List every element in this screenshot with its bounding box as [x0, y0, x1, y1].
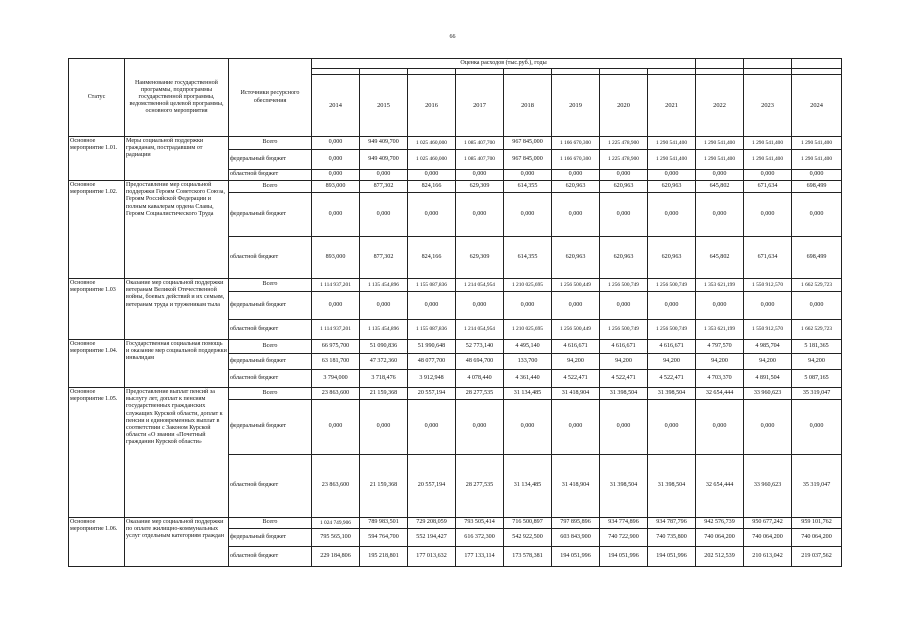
- table-row: [69, 137, 842, 150]
- year-header: 2015: [360, 75, 408, 137]
- value-cell: 177 133,114: [456, 547, 504, 567]
- source-cell: областной бюджет: [229, 320, 312, 340]
- value-cell: 194 051,996: [600, 547, 648, 567]
- value-cell: 4 495,140: [504, 340, 552, 354]
- value-cell: 1 256 500,749: [648, 279, 696, 292]
- value-cell: 0,000: [648, 400, 696, 455]
- value-cell: 620,963: [648, 181, 696, 193]
- value-cell: 1 290 541,400: [744, 150, 792, 170]
- value-cell: 1 114 937,201: [312, 279, 360, 292]
- source-cell: областной бюджет: [229, 237, 312, 279]
- year-header: 2017: [456, 75, 504, 137]
- value-cell: 47 372,360: [360, 354, 408, 370]
- year-header: 2020: [600, 75, 648, 137]
- value-cell: 740 064,200: [792, 529, 842, 547]
- source-cell: областной бюджет: [229, 455, 312, 518]
- value-cell: 1 290 541,400: [648, 150, 696, 170]
- value-cell: 0,000: [552, 170, 600, 181]
- value-cell: 52 773,140: [456, 340, 504, 354]
- value-cell: 1 662 529,723: [792, 279, 842, 292]
- value-cell: 0,000: [792, 170, 842, 181]
- value-cell: 824,166: [408, 181, 456, 193]
- value-cell: 202 512,539: [696, 547, 744, 567]
- value-cell: 23 863,600: [312, 455, 360, 518]
- value-cell: 797 895,896: [552, 518, 600, 529]
- value-cell: 195 218,801: [360, 547, 408, 567]
- value-cell: 1 214 054,954: [456, 320, 504, 340]
- value-cell: 934 774,896: [600, 518, 648, 529]
- source-cell: Всего: [229, 279, 312, 292]
- value-cell: 0,000: [312, 193, 360, 237]
- value-cell: 194 051,996: [648, 547, 696, 567]
- value-cell: 21 159,368: [360, 455, 408, 518]
- value-cell: 0,000: [408, 400, 456, 455]
- source-cell: Всего: [229, 340, 312, 354]
- value-cell: 542 922,500: [504, 529, 552, 547]
- year-header: 2014: [312, 75, 360, 137]
- value-cell: 4 078,440: [456, 370, 504, 388]
- value-cell: 94,200: [744, 354, 792, 370]
- value-cell: 0,000: [648, 292, 696, 320]
- value-cell: 1 256 500,749: [600, 279, 648, 292]
- value-cell: 671,634: [744, 237, 792, 279]
- value-cell: 31 398,504: [648, 455, 696, 518]
- value-cell: 1 025 460,000: [408, 137, 456, 150]
- activity-name-cell: Государственная социальная помощь и оказание мер социальной поддержки инвалидам: [125, 340, 229, 388]
- value-cell: 0,000: [456, 170, 504, 181]
- value-cell: 4 797,570: [696, 340, 744, 354]
- value-cell: 0,000: [552, 292, 600, 320]
- value-cell: 1 256 500,749: [648, 320, 696, 340]
- value-cell: 0,000: [792, 193, 842, 237]
- status-cell: Основное мероприятие 1.06.: [69, 518, 125, 567]
- value-cell: 1 550 912,570: [744, 279, 792, 292]
- value-cell: 552 194,427: [408, 529, 456, 547]
- value-cell: 4 522,471: [552, 370, 600, 388]
- table-row: [69, 181, 842, 193]
- source-cell: федеральный бюджет: [229, 292, 312, 320]
- value-cell: 4 891,504: [744, 370, 792, 388]
- value-cell: 793 505,414: [456, 518, 504, 529]
- value-cell: 795 565,100: [312, 529, 360, 547]
- value-cell: 594 764,700: [360, 529, 408, 547]
- source-cell: областной бюджет: [229, 547, 312, 567]
- value-cell: 20 557,194: [408, 388, 456, 400]
- value-cell: 31 418,904: [552, 388, 600, 400]
- value-cell: 620,963: [648, 237, 696, 279]
- value-cell: 0,000: [552, 400, 600, 455]
- value-cell: 0,000: [504, 170, 552, 181]
- value-cell: 51 990,648: [408, 340, 456, 354]
- value-cell: 620,963: [600, 181, 648, 193]
- value-cell: 94,200: [648, 354, 696, 370]
- value-cell: 0,000: [312, 400, 360, 455]
- source-cell: федеральный бюджет: [229, 529, 312, 547]
- value-cell: 967 845,000: [504, 137, 552, 150]
- year-header: 2022: [696, 75, 744, 137]
- value-cell: 5 087,165: [792, 370, 842, 388]
- value-cell: 31 398,504: [600, 455, 648, 518]
- source-cell: федеральный бюджет: [229, 354, 312, 370]
- value-cell: 950 677,242: [744, 518, 792, 529]
- value-cell: 0,000: [504, 400, 552, 455]
- status-cell: Основное мероприятие 1.05.: [69, 388, 125, 518]
- value-cell: 620,963: [600, 237, 648, 279]
- value-cell: 959 101,762: [792, 518, 842, 529]
- value-cell: 0,000: [696, 170, 744, 181]
- header-blank: [744, 59, 792, 69]
- value-cell: 20 557,194: [408, 455, 456, 518]
- value-cell: 698,499: [792, 237, 842, 279]
- value-cell: 48 077,700: [408, 354, 456, 370]
- value-cell: 0,000: [744, 400, 792, 455]
- source-cell: областной бюджет: [229, 370, 312, 388]
- year-header: 2023: [744, 75, 792, 137]
- value-cell: 94,200: [552, 354, 600, 370]
- value-cell: 0,000: [504, 292, 552, 320]
- budget-table: [68, 58, 842, 567]
- value-cell: 934 787,796: [648, 518, 696, 529]
- value-cell: 0,000: [552, 193, 600, 237]
- header-name: Наименование государственной программы, подпрограммы государственной программы, ведомственной целевой программы, основного мероприятия: [125, 59, 229, 137]
- header-source: Источники ресурсного обеспечения: [229, 59, 312, 137]
- value-cell: 31 134,485: [504, 455, 552, 518]
- value-cell: 4 616,671: [600, 340, 648, 354]
- value-cell: 0,000: [408, 170, 456, 181]
- value-cell: 1 225 478,900: [600, 137, 648, 150]
- table-row: [69, 340, 842, 354]
- table-row: [69, 388, 842, 400]
- page-number: 66: [449, 34, 456, 40]
- status-cell: Основное мероприятие 1.04.: [69, 340, 125, 388]
- value-cell: 1 025 460,000: [408, 150, 456, 170]
- value-cell: 94,200: [600, 354, 648, 370]
- value-cell: 1 225 478,900: [600, 150, 648, 170]
- value-cell: 210 613,042: [744, 547, 792, 567]
- value-cell: 0,000: [792, 400, 842, 455]
- value-cell: 3 718,476: [360, 370, 408, 388]
- value-cell: 603 843,900: [552, 529, 600, 547]
- value-cell: 33 960,623: [744, 455, 792, 518]
- source-cell: областной бюджет: [229, 170, 312, 181]
- value-cell: 740 064,200: [744, 529, 792, 547]
- value-cell: 1 290 541,400: [744, 137, 792, 150]
- value-cell: 1 353 621,199: [696, 320, 744, 340]
- value-cell: 4 616,671: [648, 340, 696, 354]
- value-cell: 1 290 541,400: [792, 137, 842, 150]
- value-cell: 0,000: [600, 400, 648, 455]
- year-header: 2019: [552, 75, 600, 137]
- value-cell: 173 578,381: [504, 547, 552, 567]
- value-cell: 48 694,700: [456, 354, 504, 370]
- value-cell: 229 184,806: [312, 547, 360, 567]
- value-cell: 620,963: [552, 181, 600, 193]
- value-cell: 1 290 541,400: [792, 150, 842, 170]
- activity-name-cell: Предоставление мер социальной поддержки Героям Советского Союза, Героям Российской Федерации и полным кавалерам ордена Славы, Героям Социалистического Труда: [125, 181, 229, 279]
- value-cell: 35 319,047: [792, 388, 842, 400]
- value-cell: 0,000: [312, 150, 360, 170]
- value-cell: 0,000: [744, 170, 792, 181]
- value-cell: 789 983,501: [360, 518, 408, 529]
- header-estimate: Оценка расходов (тыс.руб.), годы: [312, 59, 696, 69]
- value-cell: 1 166 670,300: [552, 150, 600, 170]
- value-cell: 51 090,836: [360, 340, 408, 354]
- value-cell: 4 522,471: [600, 370, 648, 388]
- value-cell: 35 319,047: [792, 455, 842, 518]
- value-cell: 0,000: [360, 292, 408, 320]
- value-cell: 877,302: [360, 237, 408, 279]
- value-cell: 893,000: [312, 237, 360, 279]
- value-cell: 614,355: [504, 181, 552, 193]
- value-cell: 1 662 529,723: [792, 320, 842, 340]
- value-cell: 1 256 500,449: [552, 279, 600, 292]
- value-cell: 0,000: [408, 193, 456, 237]
- value-cell: 1 135 454,896: [360, 320, 408, 340]
- value-cell: 3 912,948: [408, 370, 456, 388]
- value-cell: 1 210 025,695: [504, 320, 552, 340]
- value-cell: 671,634: [744, 181, 792, 193]
- year-header: 2016: [408, 75, 456, 137]
- value-cell: 4 703,370: [696, 370, 744, 388]
- value-cell: 31 418,904: [552, 455, 600, 518]
- value-cell: 219 037,562: [792, 547, 842, 567]
- value-cell: 33 960,623: [744, 388, 792, 400]
- value-cell: 1 085 407,700: [456, 137, 504, 150]
- value-cell: 0,000: [504, 193, 552, 237]
- value-cell: 1 353 621,199: [696, 279, 744, 292]
- value-cell: 0,000: [312, 137, 360, 150]
- value-cell: 0,000: [744, 193, 792, 237]
- value-cell: 1 256 500,749: [600, 320, 648, 340]
- value-cell: 94,200: [792, 354, 842, 370]
- year-header: 2021: [648, 75, 696, 137]
- value-cell: 0,000: [456, 400, 504, 455]
- value-cell: 645,802: [696, 181, 744, 193]
- value-cell: 32 654,444: [696, 388, 744, 400]
- value-cell: 0,000: [648, 170, 696, 181]
- value-cell: 1 210 025,695: [504, 279, 552, 292]
- value-cell: 1 085 407,700: [456, 150, 504, 170]
- header-blank: [792, 59, 842, 69]
- value-cell: 0,000: [600, 292, 648, 320]
- source-cell: Всего: [229, 181, 312, 193]
- value-cell: 1 550 912,570: [744, 320, 792, 340]
- value-cell: 1 155 087,836: [408, 320, 456, 340]
- activity-name-cell: Меры социальной поддержки гражданам, пострадавшим от радиации: [125, 137, 229, 181]
- value-cell: 4 985,704: [744, 340, 792, 354]
- value-cell: 824,166: [408, 237, 456, 279]
- value-cell: 0,000: [456, 193, 504, 237]
- value-cell: 66 975,700: [312, 340, 360, 354]
- value-cell: 967 845,000: [504, 150, 552, 170]
- source-cell: Всего: [229, 518, 312, 529]
- value-cell: 4 616,671: [552, 340, 600, 354]
- value-cell: 729 208,059: [408, 518, 456, 529]
- value-cell: 0,000: [600, 170, 648, 181]
- value-cell: 0,000: [696, 193, 744, 237]
- source-cell: федеральный бюджет: [229, 193, 312, 237]
- value-cell: 0,000: [360, 400, 408, 455]
- value-cell: 942 576,739: [696, 518, 744, 529]
- value-cell: 133,700: [504, 354, 552, 370]
- value-cell: 616 372,300: [456, 529, 504, 547]
- value-cell: 949 409,700: [360, 150, 408, 170]
- value-cell: 740 064,200: [696, 529, 744, 547]
- value-cell: 1 214 054,954: [456, 279, 504, 292]
- value-cell: 0,000: [408, 292, 456, 320]
- value-cell: 0,000: [360, 170, 408, 181]
- value-cell: 1 290 541,400: [696, 150, 744, 170]
- value-cell: 194 051,996: [552, 547, 600, 567]
- value-cell: 893,000: [312, 181, 360, 193]
- value-cell: 698,499: [792, 181, 842, 193]
- value-cell: 0,000: [696, 292, 744, 320]
- value-cell: 63 181,700: [312, 354, 360, 370]
- value-cell: 740 735,800: [648, 529, 696, 547]
- value-cell: 5 181,365: [792, 340, 842, 354]
- value-cell: 0,000: [360, 193, 408, 237]
- year-header: 2024: [792, 75, 842, 137]
- table-row: [69, 518, 842, 529]
- value-cell: 1 290 541,400: [648, 137, 696, 150]
- source-cell: федеральный бюджет: [229, 150, 312, 170]
- value-cell: 740 722,900: [600, 529, 648, 547]
- value-cell: 177 013,632: [408, 547, 456, 567]
- value-cell: 1 166 670,300: [552, 137, 600, 150]
- value-cell: 0,000: [648, 193, 696, 237]
- value-cell: 1 135 454,896: [360, 279, 408, 292]
- value-cell: 645,802: [696, 237, 744, 279]
- value-cell: 0,000: [600, 193, 648, 237]
- source-cell: федеральный бюджет: [229, 400, 312, 455]
- value-cell: 877,302: [360, 181, 408, 193]
- value-cell: 31 398,504: [648, 388, 696, 400]
- value-cell: 94,200: [696, 354, 744, 370]
- value-cell: 614,355: [504, 237, 552, 279]
- value-cell: 629,309: [456, 237, 504, 279]
- value-cell: 1 114 937,201: [312, 320, 360, 340]
- value-cell: 31 398,504: [600, 388, 648, 400]
- value-cell: 1 155 087,836: [408, 279, 456, 292]
- value-cell: 28 277,535: [456, 388, 504, 400]
- value-cell: 949 409,700: [360, 137, 408, 150]
- value-cell: 716 500,897: [504, 518, 552, 529]
- header-status: Статус: [69, 59, 125, 137]
- value-cell: 28 277,535: [456, 455, 504, 518]
- value-cell: 0,000: [456, 292, 504, 320]
- status-cell: Основное мероприятие 1.02.: [69, 181, 125, 279]
- year-header: 2018: [504, 75, 552, 137]
- value-cell: 23 863,600: [312, 388, 360, 400]
- value-cell: 4 522,471: [648, 370, 696, 388]
- value-cell: 1 024 749,906: [312, 518, 360, 529]
- status-cell: Основное мероприятие 1.01.: [69, 137, 125, 181]
- table-row: [69, 279, 842, 292]
- value-cell: 620,963: [552, 237, 600, 279]
- value-cell: 0,000: [792, 292, 842, 320]
- header-blank: [696, 59, 744, 69]
- value-cell: 4 361,440: [504, 370, 552, 388]
- status-cell: Основное мероприятие 1.03: [69, 279, 125, 340]
- value-cell: 0,000: [312, 292, 360, 320]
- activity-name-cell: Оказание мер социальной поддержки по оплате жилищно-коммунальных услуг отдельным категориям граждан: [125, 518, 229, 567]
- activity-name-cell: Оказание мер социальной поддержки ветеранам Великой Отечественной войны, боевых действий и их семьям, ветеранам труда и труженикам тыла: [125, 279, 229, 340]
- source-cell: Всего: [229, 137, 312, 150]
- activity-name-cell: Предоставление выплат пенсий за выслугу лет, доплат к пенсиям государственных гражданских служащих Курской области, доплат к пенсии и единовременных выплат в соответствии с Законом Курской области «О звании «Почетный гражданин Курской области»: [125, 388, 229, 518]
- value-cell: 629,309: [456, 181, 504, 193]
- value-cell: 31 134,485: [504, 388, 552, 400]
- value-cell: 0,000: [744, 292, 792, 320]
- value-cell: 32 654,444: [696, 455, 744, 518]
- value-cell: 0,000: [312, 170, 360, 181]
- value-cell: 21 159,368: [360, 388, 408, 400]
- value-cell: 1 290 541,400: [696, 137, 744, 150]
- value-cell: 0,000: [696, 400, 744, 455]
- value-cell: 3 794,000: [312, 370, 360, 388]
- value-cell: 1 256 500,449: [552, 320, 600, 340]
- source-cell: Всего: [229, 388, 312, 400]
